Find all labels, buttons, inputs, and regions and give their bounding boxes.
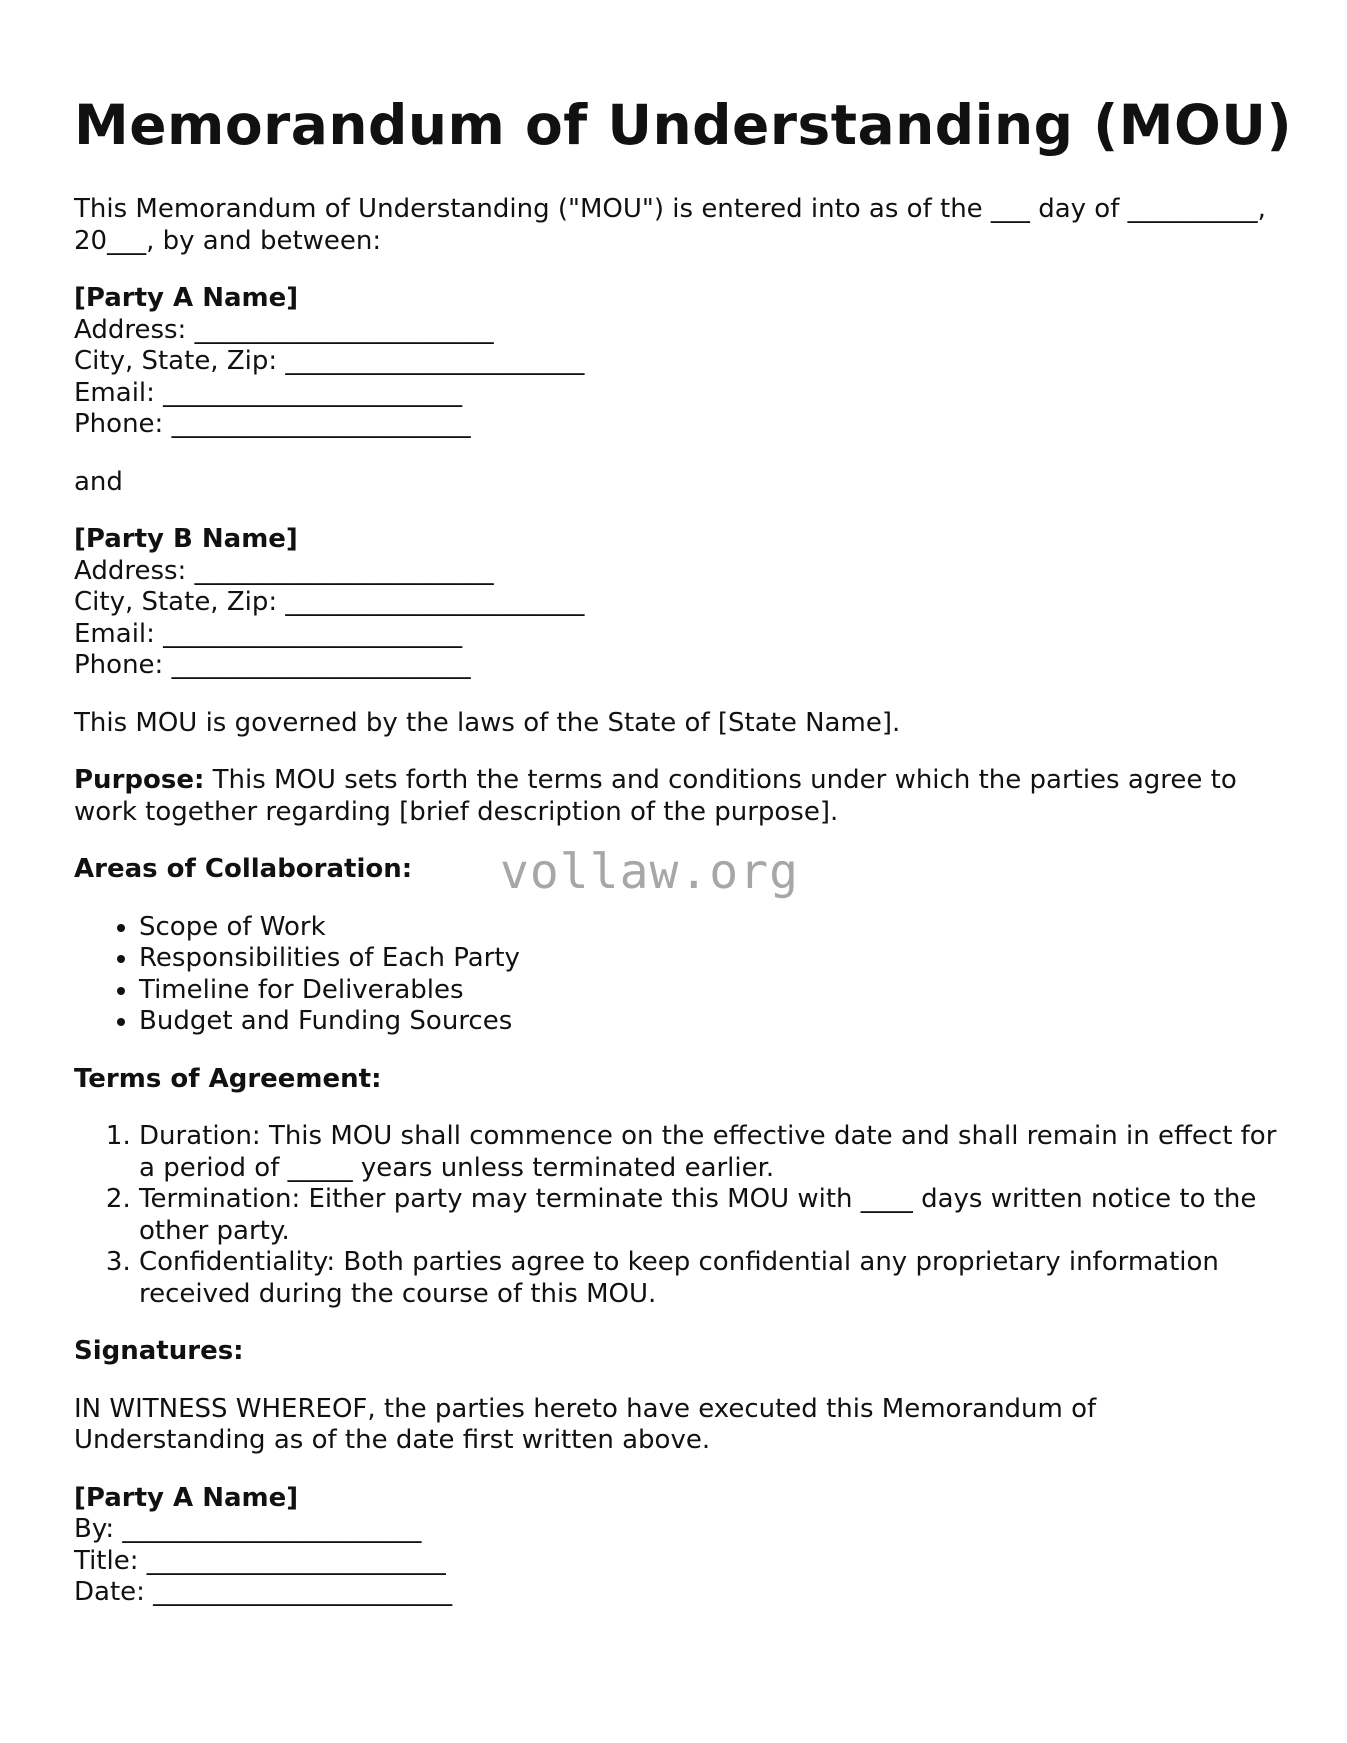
signature-by-line: By: _______________________	[74, 1514, 422, 1544]
areas-list	[74, 912, 1294, 1038]
party-a-address: Address: _______________________	[74, 314, 494, 345]
list-item: • Timeline for Deliverables	[139, 975, 1294, 1007]
party-b-name: [Party B Name]	[74, 524, 298, 554]
list-item: • Responsibilities of Each Party	[139, 943, 1294, 975]
party-a-email: Email: _______________________	[74, 377, 463, 408]
party-b-city: City, State, Zip: _______________________	[74, 587, 585, 617]
areas-heading-row	[74, 844, 1294, 900]
party-a-name: [Party A Name]	[74, 283, 299, 313]
party-a-city: City, State, Zip: _______________________	[74, 346, 585, 376]
purpose-text: This MOU sets forth the terms and conditions under which the parties agree to work together regarding [brief description of the purpose].	[74, 765, 1237, 827]
list-item: • Budget and Funding Sources	[139, 1006, 1294, 1038]
party-b-phone: Phone: _______________________	[74, 650, 471, 680]
list-item: 3. Confidentiality: Both parties agree to keep confidential any proprietary information received during the course of this MOU.	[139, 1247, 1294, 1310]
signature-block-party-a	[74, 1483, 1294, 1609]
witness-paragraph: IN WITNESS WHEREOF, the parties hereto have executed this Memorandum of Understanding as of the date first written above.	[74, 1393, 1097, 1455]
and-separator: and	[74, 466, 123, 497]
party-a-phone: Phone: _______________________	[74, 409, 471, 439]
document-title: Memorandum of Understanding (MOU)	[74, 93, 1293, 157]
list-item: • Scope of Work	[139, 912, 1294, 944]
document-page	[74, 92, 1294, 1635]
areas-heading: Areas of Collaboration:	[74, 854, 413, 884]
terms-heading: Terms of Agreement:	[74, 1063, 382, 1094]
list-item: 2. Termination: Either party may terminate this MOU with ____ days written notice to the other party.	[139, 1184, 1294, 1247]
list-item: 1. Duration: This MOU shall commence on the effective date and shall remain in effect for a period of _____ years unless terminated earlier.	[139, 1121, 1294, 1184]
watermark: vollaw.org	[500, 844, 799, 900]
purpose-paragraph	[74, 765, 1294, 828]
signatures-heading: Signatures:	[74, 1336, 244, 1366]
intro-paragraph: This Memorandum of Understanding ("MOU") is entered into as of the ___ day of __________, 20___, by and between:	[74, 194, 1266, 256]
party-b-address: Address: _______________________	[74, 555, 494, 586]
governing-law: This MOU is governed by the laws of the State of [State Name].	[74, 707, 901, 738]
signature-date-line: Date: _______________________	[74, 1577, 453, 1607]
signature-party-name: [Party A Name]	[74, 1482, 299, 1513]
party-b-email: Email: _______________________	[74, 618, 463, 649]
signature-title-line: Title: _______________________	[74, 1545, 446, 1576]
purpose-label: Purpose:	[74, 765, 205, 795]
party-a-block	[74, 283, 1294, 441]
party-b-block	[74, 524, 1294, 682]
terms-list	[74, 1121, 1294, 1310]
